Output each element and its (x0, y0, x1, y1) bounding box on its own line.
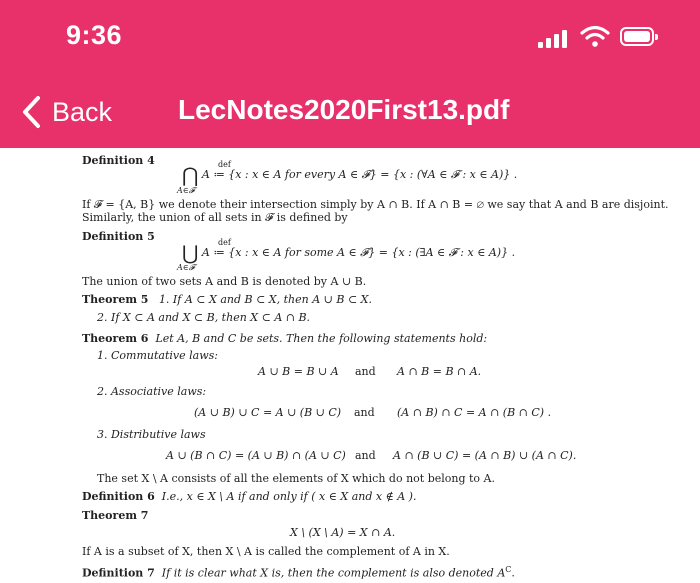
distributive-intersection: A ∩ (B ∪ C) = (A ∩ B) ∪ (A ∩ C). (393, 449, 577, 462)
paragraph-intersection: If 𝓕 = {A, B} we denote their intersection simply by A ∩ B. If A ∩ B = ∅ we say that A and B are disjoint. (82, 198, 669, 211)
paragraph-union-notation: The union of two sets A and B is denoted by A ∪ B. (82, 275, 367, 288)
definition-7 (82, 563, 515, 581)
definition-5-heading: Definition 5 (82, 230, 155, 243)
associative-intersection: (A ∩ B) ∩ C = A ∩ (B ∩ C) . (397, 406, 552, 419)
associative-and: and (354, 406, 375, 419)
associative-union: (A ∪ B) ∪ C = A ∪ (B ∪ C) (194, 406, 342, 419)
pdf-page (0, 148, 700, 583)
commutative-and: and (355, 365, 376, 378)
wifi-icon (580, 24, 610, 48)
theorem-6 (82, 332, 487, 346)
def-4-marker: def (218, 160, 231, 169)
associative-laws-label: 2. Associative laws: (97, 385, 207, 398)
commutative-union: A ∪ B = B ∪ A (258, 365, 339, 378)
definition-6-text: I.e., x ∈ X \ A if and only if ( x ∈ X and x ∉ A ). (161, 490, 417, 503)
status-time: 9:36 (66, 20, 123, 50)
back-button[interactable] (20, 92, 112, 132)
big-intersection-symbol: ⋂ (182, 163, 199, 187)
theorem-5-heading: Theorem 5 (82, 293, 149, 306)
distributive-laws-label: 3. Distributive laws (97, 428, 206, 441)
cellular-signal-icon (538, 28, 568, 48)
definition-4-equation: A ≔ {x : x ∈ A for every A ∈ 𝓕} = {x : (∀A ∈ 𝓕 : x ∈ A)} . (201, 168, 518, 181)
distributive-and: and (355, 449, 376, 462)
def-5-marker: def (218, 238, 231, 247)
def-5-index: A∈𝓕 (177, 263, 195, 272)
theorem-7-equation: X \ (X \ A) = X ∩ A. (290, 526, 396, 539)
definition-5-equation: A ≔ {x : x ∈ A for some A ∈ 𝓕} = {x : (∃A ∈ 𝓕 : x ∈ A)} . (201, 246, 516, 259)
theorem-6-text: Let A, B and C be sets. Then the following statements hold: (155, 332, 488, 345)
definition-7-text: If it is clear what X is, then the complement is also denoted A (161, 566, 506, 580)
distributive-union: A ∪ (B ∩ C) = (A ∪ B) ∩ (A ∪ C) (166, 449, 346, 462)
battery-icon (620, 27, 654, 46)
theorem-6-heading: Theorem 6 (82, 332, 149, 345)
definition-6 (82, 490, 416, 504)
commutative-laws-label: 1. Commutative laws: (97, 349, 218, 362)
paragraph-complement: If A is a subset of X, then X \ A is called the complement of A in X. (82, 545, 450, 558)
theorem-5 (82, 293, 372, 307)
def-4-index: A∈𝓕 (177, 186, 195, 195)
theorem-5-item-1: 1. If A ⊂ X and B ⊂ X, then A ∪ B ⊂ X. (158, 293, 372, 306)
chevron-left-icon (20, 95, 42, 129)
paragraph-union-intro: Similarly, the union of all sets in 𝓕 is defined by (82, 211, 348, 224)
definition-6-heading: Definition 6 (82, 490, 155, 503)
definition-4-heading: Definition 4 (82, 154, 155, 167)
theorem-7-heading: Theorem 7 (82, 509, 149, 522)
document-title: LecNotes2020First13.pdf (178, 94, 510, 125)
theorem-5-item-2: 2. If X ⊂ A and X ⊂ B, then X ⊂ A ∩ B. (97, 311, 311, 324)
definition-7-period: . (511, 566, 515, 580)
commutative-intersection: A ∩ B = B ∩ A. (397, 365, 482, 378)
complement-superscript: C (505, 565, 512, 574)
top-bar (0, 0, 700, 148)
back-label: Back (52, 96, 113, 127)
definition-7-heading: Definition 7 (82, 566, 155, 580)
big-union-symbol: ⋃ (182, 241, 199, 265)
paragraph-set-difference: The set X \ A consists of all the elements of X which do not belong to A. (97, 472, 495, 485)
